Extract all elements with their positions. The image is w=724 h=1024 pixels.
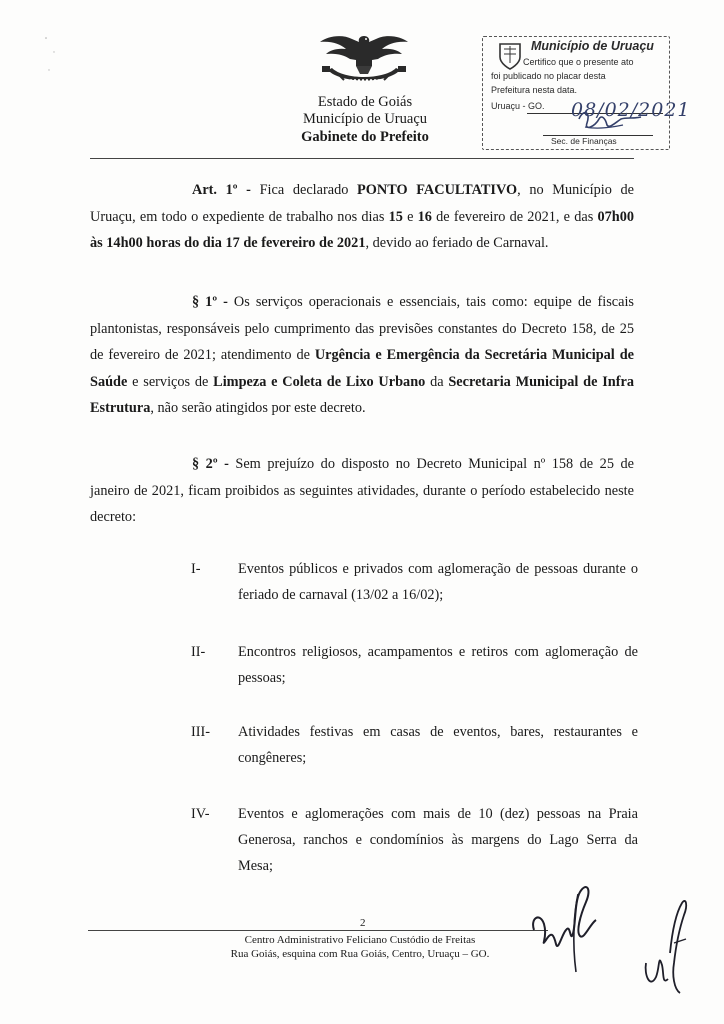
page-number: 2 — [360, 917, 366, 929]
handwritten-initials — [640, 893, 696, 997]
article-1-hours: 07h00 às 14h00 horas do dia 17 de fevereiro de 2021 — [90, 208, 635, 251]
list-item-text: Encontros religiosos, acampamentos e retiros com aglomeração de pessoas; — [238, 644, 638, 686]
footer-address-line-2: Rua Goiás, esquina com Rua Goiás, Centro, Uruaçu – GO. — [230, 948, 490, 960]
paragraph-1-emphasis: Urgência e Emergência da Secretária Municipal de Saúde — [90, 347, 634, 390]
stamp-line-2: foi publicado no placar desta — [491, 71, 606, 81]
list-item-number: III- — [191, 724, 211, 740]
list-item-number: I- — [191, 561, 201, 577]
list-item-number: II- — [191, 644, 206, 660]
list-item-text: Eventos e aglomerações com mais de 10 (dez) pessoas na Praia Generosa, ranchos e condomínios às margens do Lago Serra da Mesa; — [238, 806, 638, 874]
footer-address-line-1: Centro Administrativo Feliciano Custódio de Freitas — [244, 934, 476, 946]
paragraph-1-text: da — [425, 373, 449, 390]
handwritten-signature — [526, 872, 602, 982]
article-1-emphasis: PONTO FACULTATIVO — [357, 182, 518, 198]
paragraph-2-text: Sem prejuízo do disposto no Decreto Municipal nº 158 de 25 de janeiro de 2021, ficam proibidos as seguintes atividades, durante o período estabelecido neste decreto: — [90, 456, 634, 525]
article-1-day-15: 15 — [388, 208, 403, 225]
paragraph-1-text: e serviços de — [127, 373, 214, 390]
stamp-title: Município de Uruaçu — [531, 39, 654, 53]
publication-stamp — [482, 36, 691, 150]
header-municipality: Município de Uruaçu — [302, 111, 428, 127]
article-1-text: Fica declarado — [250, 182, 358, 198]
stamp-signature-scribble — [483, 37, 669, 149]
footer-divider — [88, 930, 548, 931]
article-1 — [90, 177, 634, 257]
scan-margin-marks — [40, 30, 70, 90]
paragraph-2 — [90, 451, 634, 531]
paragraph-1-text: Os serviços operacionais e essenciais, tais como: equipe de fiscais plantonistas, responsáveis pelo cumprimento das previsões constantes do Decreto 158, de 25 de fevereiro de 2021; atendimento de — [90, 294, 634, 363]
paragraph-1-emphasis: Secretaria Municipal de Infra Estrutura — [90, 373, 634, 416]
paragraph-1-text: , não serão atingidos por este decreto. — [150, 400, 366, 416]
article-1-text: de fevereiro de 2021, e das — [431, 208, 598, 225]
header-office: Gabinete do Prefeito — [301, 129, 429, 145]
eagle-coat-of-arms-icon — [316, 30, 412, 92]
paragraph-1-emphasis: Limpeza e Coleta de Lixo Urbano — [213, 373, 426, 390]
paragraph-1-label: § 1º - — [192, 294, 228, 310]
list-item-text: Atividades festivas em casas de eventos, bares, restaurantes e congêneres; — [238, 724, 638, 766]
article-1-label: Art. 1º - — [192, 182, 251, 198]
header-state: Estado de Goiás — [317, 94, 413, 110]
article-1-text: , devido ao feriado de Carnaval. — [365, 235, 549, 251]
paragraph-2-label: § 2º - — [192, 456, 229, 472]
stamp-line-1: Certifico que o presente ato — [523, 57, 634, 67]
header-divider — [90, 158, 634, 159]
list-item-text: Eventos públicos e privados com aglomeração de pessoas durante o feriado de carnaval (13/02 a 16/02); — [238, 561, 638, 603]
stamp-secretariat: Sec. de Finanças — [551, 136, 617, 146]
article-1-text: , no Município de Uruaçu, em todo o expediente de trabalho nos dias — [90, 182, 634, 225]
article-1-text: e — [402, 208, 418, 225]
stamp-line-4: Uruaçu - GO. — [491, 101, 545, 111]
stamp-line-3: Prefeitura nesta data. — [491, 85, 578, 95]
list-item-number: IV- — [191, 806, 210, 822]
paragraph-1 — [90, 289, 634, 422]
stamp-handwritten-date: 08/02/2021 — [571, 99, 691, 121]
article-1-day-16: 16 — [417, 208, 432, 225]
